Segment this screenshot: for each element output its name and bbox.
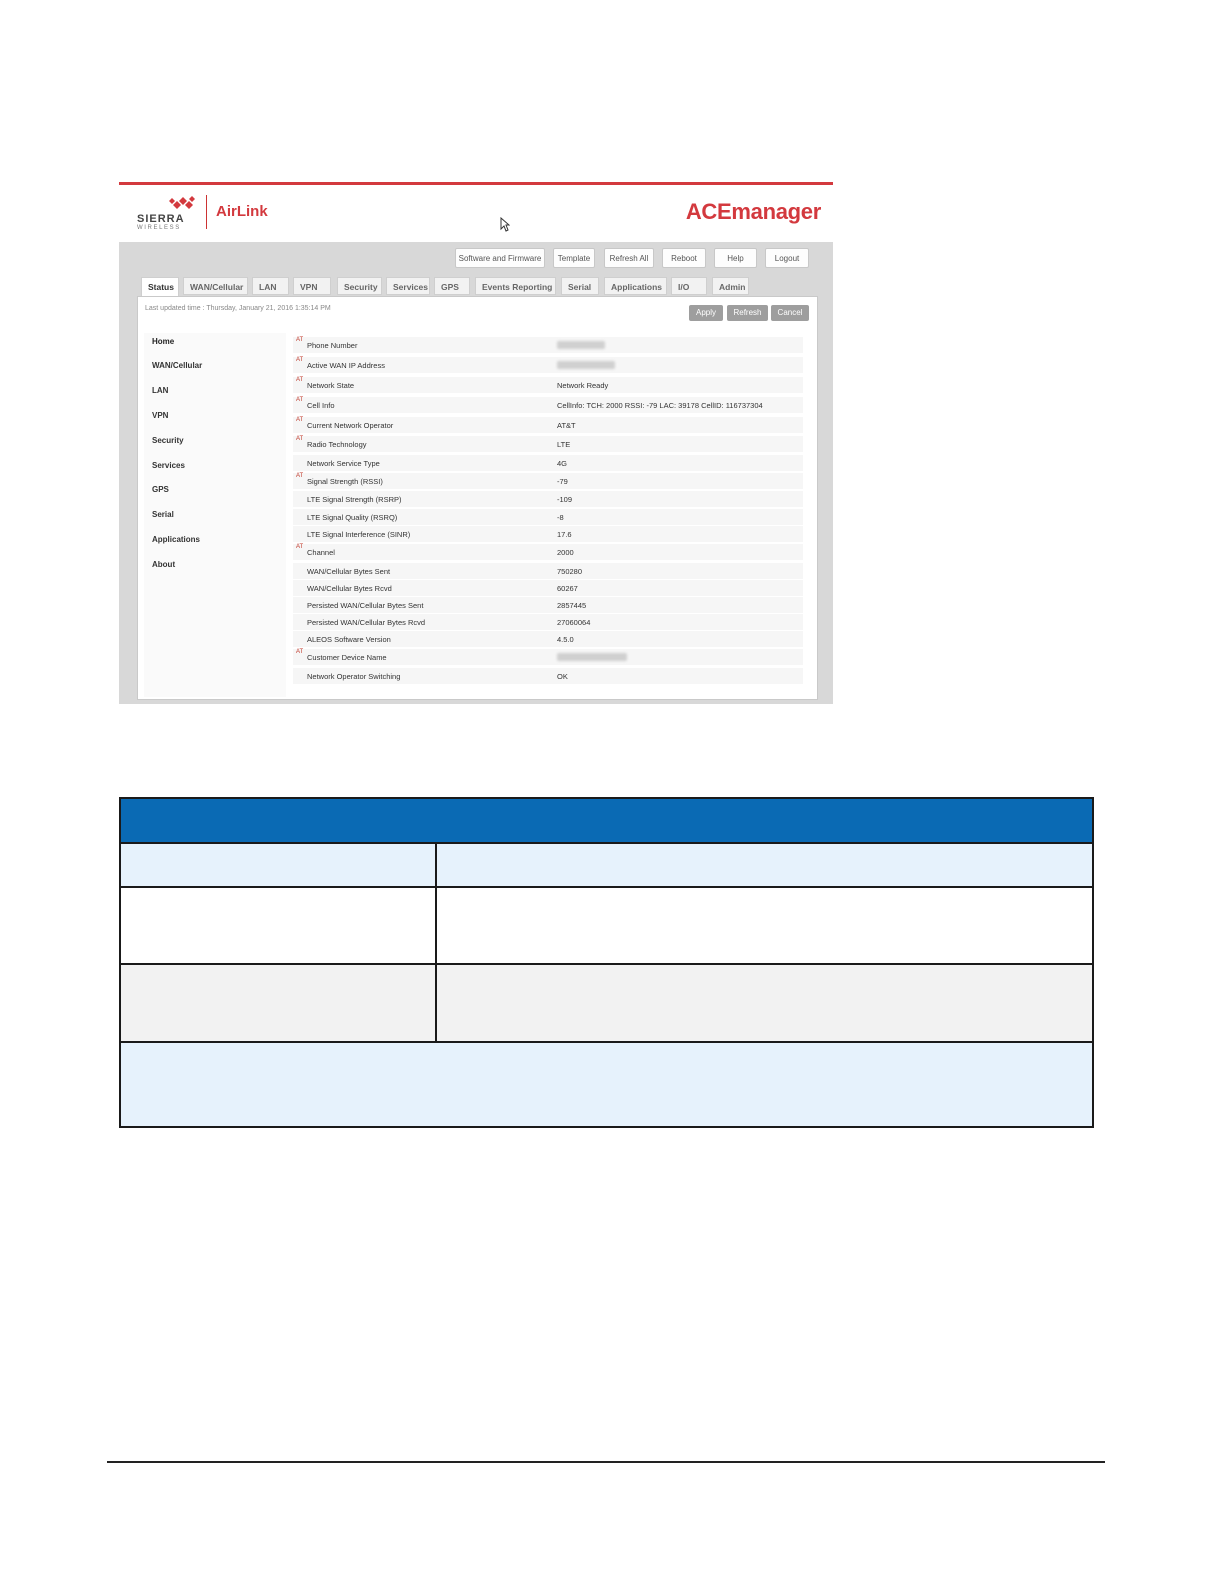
tab-security[interactable]: Security	[337, 277, 382, 295]
sidebar-item-gps[interactable]: GPS	[152, 485, 169, 494]
tab-wan-cellular[interactable]: WAN/Cellular	[183, 277, 248, 295]
table-row	[293, 631, 803, 647]
tab-applications[interactable]: Applications	[604, 277, 667, 295]
help-button[interactable]: Help	[714, 248, 757, 268]
row-label: Persisted WAN/Cellular Bytes Rcvd	[307, 618, 426, 627]
row-label: WAN/Cellular Bytes Rcvd	[307, 584, 392, 593]
sidebar-item-serial[interactable]: Serial	[152, 510, 174, 519]
row-label: LTE Signal Interference (SINR)	[307, 530, 411, 539]
at-command-icon: AT	[296, 473, 304, 479]
row-label: LTE Signal Strength (RSRP)	[307, 495, 402, 504]
app-title: ACEmanager	[685, 199, 821, 224]
row-label: Cell Info	[307, 401, 335, 410]
table-row	[293, 397, 803, 413]
row-value: 2000	[557, 548, 574, 557]
at-command-icon: AT	[296, 544, 304, 550]
logout-button[interactable]: Logout	[765, 248, 809, 268]
row-value: CellInfo: TCH: 2000 RSSI: -79 LAC: 39178 CellID: 116737304	[557, 401, 763, 410]
row-label: Persisted WAN/Cellular Bytes Sent	[307, 601, 424, 610]
row-value: -8	[557, 513, 564, 522]
row-value: 4.5.0	[557, 635, 574, 644]
refresh-all-button[interactable]: Refresh All	[604, 248, 654, 268]
table-row	[293, 491, 803, 507]
row-label: Network Service Type	[307, 459, 380, 468]
tab-serial[interactable]: Serial	[561, 277, 599, 295]
table-row	[293, 544, 803, 560]
sidebar-item-services[interactable]: Services	[152, 461, 185, 470]
document-table	[119, 797, 1094, 1128]
sidebar-nav	[144, 333, 286, 697]
tab-events-reporting[interactable]: Events Reporting	[475, 277, 556, 295]
row-value: -109	[557, 495, 573, 504]
last-updated-time: Last updated time : Thursday, January 21, 2016 1:35:14 PM	[145, 305, 331, 312]
at-command-icon: AT	[296, 417, 304, 423]
sierra-wireless-logo	[137, 195, 199, 229]
row-label: Customer Device Name	[307, 653, 387, 662]
row-value: LTE	[557, 440, 571, 449]
mouse-cursor-icon	[500, 217, 510, 232]
table-subheader	[121, 844, 1092, 888]
row-value: 2857445	[557, 601, 587, 610]
table-row	[293, 597, 803, 613]
at-command-icon: AT	[296, 397, 304, 403]
apply-button[interactable]: Apply	[689, 305, 723, 321]
redacted-value	[557, 361, 615, 369]
at-command-icon: AT	[296, 649, 304, 655]
refresh-button[interactable]: Refresh	[727, 305, 768, 321]
row-label: Radio Technology	[307, 440, 367, 449]
tab-vpn[interactable]: VPN	[293, 277, 331, 295]
brand-sub: WIRELESS	[137, 225, 181, 231]
tab-services[interactable]: Services	[386, 277, 430, 295]
table-row	[293, 455, 803, 471]
row-label: Current Network Operator	[307, 421, 394, 430]
at-command-icon: AT	[296, 357, 304, 363]
table-row	[293, 526, 803, 542]
table-row	[293, 649, 803, 665]
tab-gps[interactable]: GPS	[434, 277, 470, 295]
row-label: ALEOS Software Version	[307, 635, 391, 644]
template-button[interactable]: Template	[553, 248, 595, 268]
row-label: Signal Strength (RSSI)	[307, 477, 383, 486]
row-value: Network Ready	[557, 381, 609, 390]
table-row	[293, 473, 803, 489]
sidebar-item-home[interactable]: Home	[152, 337, 175, 346]
at-command-icon: AT	[296, 436, 304, 442]
row-label: Channel	[307, 548, 335, 557]
table-row	[293, 417, 803, 433]
sidebar-item-lan[interactable]: LAN	[152, 386, 169, 395]
table-row	[293, 357, 803, 373]
tab-admin[interactable]: Admin	[712, 277, 749, 295]
row-value: 750280	[557, 567, 583, 576]
tab-status[interactable]: Status	[141, 277, 179, 297]
redacted-value	[557, 341, 605, 349]
table-row	[293, 337, 803, 353]
table-footer	[121, 1043, 1092, 1126]
sidebar-item-about[interactable]: About	[152, 560, 176, 569]
row-label: WAN/Cellular Bytes Sent	[307, 567, 391, 576]
row-value: OK	[557, 672, 568, 681]
at-command-icon: AT	[296, 337, 304, 343]
product-name: AirLink	[216, 203, 268, 220]
redacted-value	[557, 653, 627, 661]
sidebar-item-security[interactable]: Security	[152, 436, 184, 445]
software-firmware-button[interactable]: Software and Firmware	[455, 248, 545, 268]
logo-divider	[206, 195, 207, 229]
brand-word: SIERRA	[137, 213, 185, 225]
row-value: 27060064	[557, 618, 591, 627]
tab-io[interactable]: I/O	[671, 277, 707, 295]
row-value: 4G	[557, 459, 568, 468]
sidebar-item-applications[interactable]: Applications	[152, 535, 201, 544]
row-value: 17.6	[557, 530, 572, 539]
table-row	[293, 436, 803, 452]
table-row	[121, 965, 1092, 1043]
row-label: LTE Signal Quality (RSRQ)	[307, 513, 398, 522]
top-toolbar	[455, 248, 809, 268]
row-label: Active WAN IP Address	[307, 361, 385, 370]
table-row	[293, 580, 803, 596]
cancel-button[interactable]: Cancel	[771, 305, 809, 321]
reboot-button[interactable]: Reboot	[662, 248, 706, 268]
app-header	[119, 182, 833, 242]
acemanager-screenshot	[119, 182, 833, 704]
table-row	[293, 614, 803, 630]
table-header	[121, 799, 1092, 844]
row-value: -79	[557, 477, 568, 486]
row-label: Network State	[307, 381, 355, 390]
row-value: 60267	[557, 584, 578, 593]
table-row	[293, 668, 803, 684]
row-label: Network Operator Switching	[307, 672, 401, 681]
table-row	[121, 888, 1092, 965]
at-command-icon: AT	[296, 377, 304, 383]
table-row	[293, 509, 803, 525]
column-divider	[435, 844, 437, 1043]
sidebar-item-wan-cellular[interactable]: WAN/Cellular	[152, 361, 203, 370]
status-panel	[137, 296, 818, 700]
table-row	[293, 563, 803, 579]
sidebar-item-vpn[interactable]: VPN	[152, 411, 169, 420]
sierra-logo-icon	[169, 195, 199, 213]
table-row	[293, 377, 803, 393]
row-value: AT&T	[557, 421, 576, 430]
page-footer-rule	[107, 1461, 1105, 1463]
row-label: Phone Number	[307, 341, 358, 350]
tab-lan[interactable]: LAN	[252, 277, 289, 295]
